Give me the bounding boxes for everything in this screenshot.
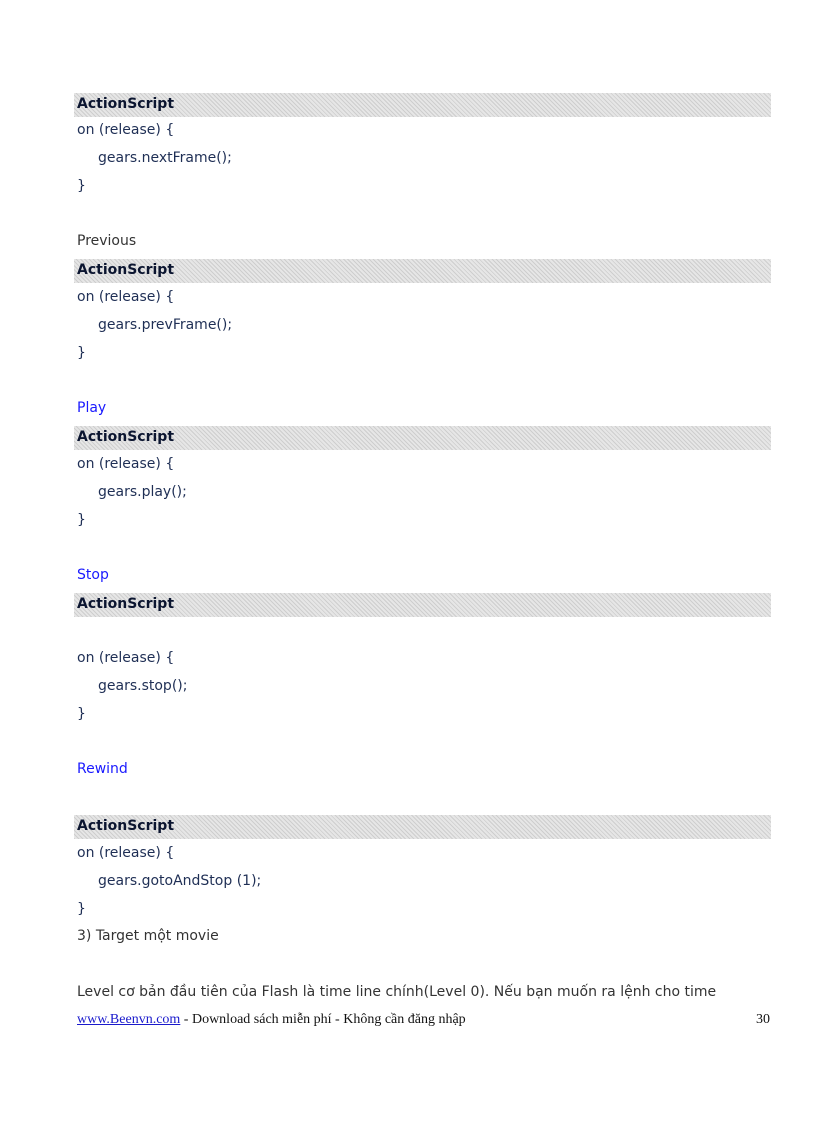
code-line: on (release) { <box>77 122 175 138</box>
code-header-label: ActionScript <box>77 429 175 445</box>
code-header-label: ActionScript <box>77 262 175 278</box>
section-heading-stop: Stop <box>77 567 109 583</box>
code-line: on (release) { <box>77 845 175 861</box>
code-header-label: ActionScript <box>77 96 175 112</box>
code-line: gears.play(); <box>98 484 187 500</box>
footer-text: - Download sách miễn phí - Không cần đăng nhập <box>180 1012 466 1027</box>
code-header-label: ActionScript <box>77 596 175 612</box>
body-paragraph: Level cơ bản đầu tiên của Flash là time line chính(Level 0). Nếu bạn muốn ra lệnh cho time <box>77 984 717 1000</box>
code-header <box>74 259 771 283</box>
code-header-label: ActionScript <box>77 818 175 834</box>
section-heading-rewind: Rewind <box>77 761 128 777</box>
code-header <box>74 593 771 617</box>
code-line: on (release) { <box>77 650 175 666</box>
page-number: 30 <box>756 1012 770 1027</box>
code-line: gears.gotoAndStop (1); <box>98 873 262 889</box>
code-line: } <box>77 345 86 361</box>
page-footer <box>77 1012 770 1028</box>
code-line: on (release) { <box>77 456 175 472</box>
footer-link[interactable]: www.Beenvn.com <box>77 1012 181 1027</box>
code-header <box>74 93 771 117</box>
section-title: 3) Target một movie <box>77 928 219 944</box>
code-header <box>74 426 771 450</box>
section-heading-play: Play <box>77 400 107 416</box>
code-line: } <box>77 901 86 917</box>
code-line: on (release) { <box>77 289 175 305</box>
code-line: gears.prevFrame(); <box>98 317 233 333</box>
code-header <box>74 815 771 839</box>
code-line: } <box>77 706 86 722</box>
code-line: gears.nextFrame(); <box>98 150 232 166</box>
code-line: gears.stop(); <box>98 678 188 694</box>
code-line: } <box>77 512 86 528</box>
code-line: } <box>77 178 86 194</box>
section-heading-previous: Previous <box>77 233 137 249</box>
